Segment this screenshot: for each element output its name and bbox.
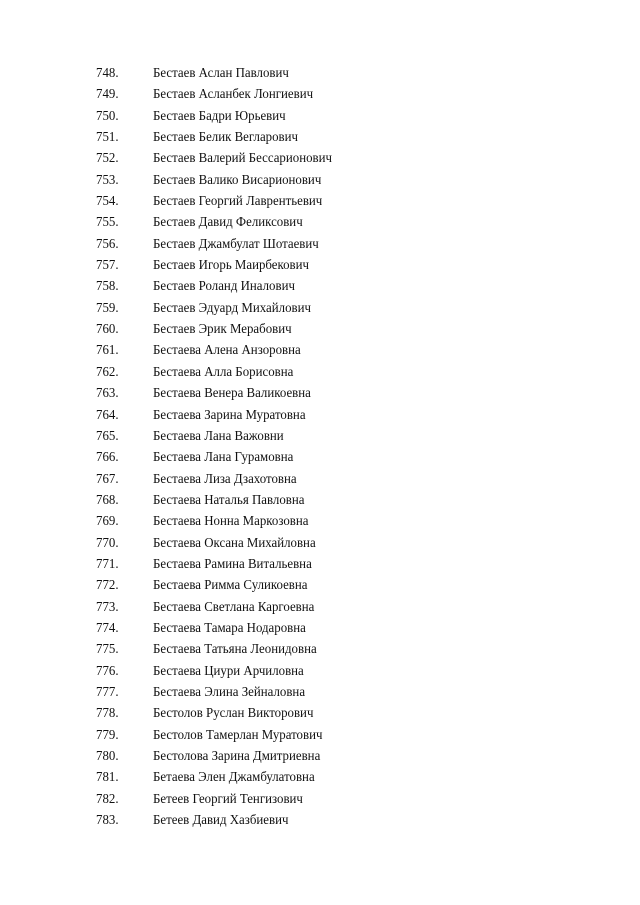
list-item [0,725,640,746]
list-item [0,575,640,596]
list-item-number: 781. [96,770,119,786]
list-item-number: 774. [96,620,119,636]
list-item [0,746,640,767]
list-item-name: Бестаева Циури Арчиловна [153,663,304,679]
list-item-name: Бестаева Лана Гурамовна [153,450,294,466]
list-item-number: 750. [96,108,119,124]
list-item-name: Бестаева Алена Анзоровна [153,343,301,359]
list-item [0,597,640,618]
list-item-name: Бетаева Элен Джамбулатовна [153,770,315,786]
list-item-name: Бестаева Наталья Павловна [153,492,305,508]
list-item [0,84,640,105]
list-item [0,405,640,426]
list-item [0,234,640,255]
list-item-number: 756. [96,236,119,252]
list-item-name: Бестаев Джамбулат Шотаевич [153,236,319,252]
list-item-number: 748. [96,66,119,81]
list-item-name: Бестаева Тамара Нодаровна [153,620,306,636]
list-item-number: 757. [96,258,119,274]
list-item-number: 772. [96,578,119,594]
list-item-name: Бестаев Аслан Павлович [153,66,289,81]
list-item-number: 749. [96,87,119,103]
list-item-number: 778. [96,706,119,722]
list-item-number: 769. [96,514,119,530]
list-item [0,255,640,276]
list-item-number: 777. [96,684,119,700]
list-item-name: Бестаев Валико Висарионович [153,172,322,188]
list-item-name: Бестаева Светлана Каргоевна [153,599,315,615]
list-item [0,106,640,127]
list-item-name: Бестолова Зарина Дмитриевна [153,749,321,764]
list-item-number: 761. [96,343,119,359]
list-item-number: 768. [96,492,119,508]
list-item-number: 767. [96,471,119,487]
list-item [0,682,640,703]
list-item-name: Бестаев Эрик Мерабович [153,322,292,338]
list-item [0,554,640,575]
list-item [0,319,640,340]
list-item [0,533,640,554]
list-item-number: 782. [96,791,119,807]
list-item [0,148,640,169]
list-item-name: Бестаев Валерий Бессарионович [153,151,332,167]
list-item-number: 760. [96,322,119,338]
list-item-name: Бетеев Георгий Тенгизович [153,791,303,807]
list-item [0,511,640,532]
list-item [0,703,640,724]
list-item-number: 758. [96,279,119,295]
list-item-number: 770. [96,535,119,551]
list-item-number: 780. [96,749,119,764]
list-item-name: Бестаева Зарина Муратовна [153,407,306,423]
list-item [0,661,640,682]
list-item-number: 752. [96,151,119,167]
list-item [0,170,640,191]
list-item [0,810,640,831]
list-item-number: 751. [96,130,119,146]
list-item-name: Бестаев Белик Вегларович [153,130,299,146]
list-item-number: 763. [96,386,119,402]
list-item-number: 773. [96,599,119,615]
list-item-number: 775. [96,642,119,658]
list-item-number: 754. [96,194,119,210]
list-item-name: Бестаев Бадри Юрьевич [153,108,286,124]
list-item [0,490,640,511]
list-item-number: 753. [96,172,119,188]
list-item-name: Бестаева Рамина Витальевна [153,556,312,572]
list-item [0,789,640,810]
list-item-name: Бестаева Элина Зейналовна [153,684,306,700]
list-item-name: Бестаева Татьяна Леонидовна [153,642,317,658]
list-item [0,340,640,361]
list-item [0,362,640,383]
list-item-name: Бестаева Венера Валикоевна [153,386,311,402]
list-item-name: Бестаев Георгий Лаврентьевич [153,194,323,210]
list-item-number: 759. [96,300,119,316]
list-item-name: Бетеев Давид Хазбиевич [153,813,289,829]
list-item [0,212,640,233]
list-item-name: Бестаев Роланд Иналович [153,279,295,295]
list-item-number: 762. [96,364,119,380]
list-item [0,191,640,212]
list-item-name: Бестаев Игорь Маирбекович [153,258,310,274]
list-item-name: Бестаев Давид Феликсович [153,215,303,231]
list-item [0,426,640,447]
name-list [0,63,640,831]
list-item-number: 764. [96,407,119,423]
list-item-name: Бестаева Оксана Михайловна [153,535,316,551]
list-item-number: 771. [96,556,119,572]
list-item-number: 783. [96,813,119,829]
list-item [0,276,640,297]
list-item-name: Бестаева Лана Важовни [153,428,284,444]
list-item [0,639,640,660]
list-item-name: Бестаев Асланбек Лонгиевич [153,87,314,103]
list-item-number: 776. [96,663,119,679]
list-item-name: Бестаева Алла Борисовна [153,364,294,380]
list-item [0,63,640,84]
list-item-name: Бестолов Руслан Викторович [153,706,314,722]
list-item-number: 755. [96,215,119,231]
list-item [0,767,640,788]
list-item [0,127,640,148]
list-item-number: 766. [96,450,119,466]
list-item [0,618,640,639]
list-item [0,469,640,490]
list-item-name: Бестаева Римма Суликоевна [153,578,308,594]
list-item [0,447,640,468]
list-item-name: Бестаева Лиза Дзахотовна [153,471,297,487]
list-item [0,383,640,404]
list-item-number: 779. [96,727,119,743]
list-item-name: Бестаев Эдуард Михайлович [153,300,311,316]
list-item-name: Бестолов Тамерлан Муратович [153,727,323,743]
list-item-number: 765. [96,428,119,444]
list-item [0,298,640,319]
list-item-name: Бестаева Нонна Маркозовна [153,514,309,530]
